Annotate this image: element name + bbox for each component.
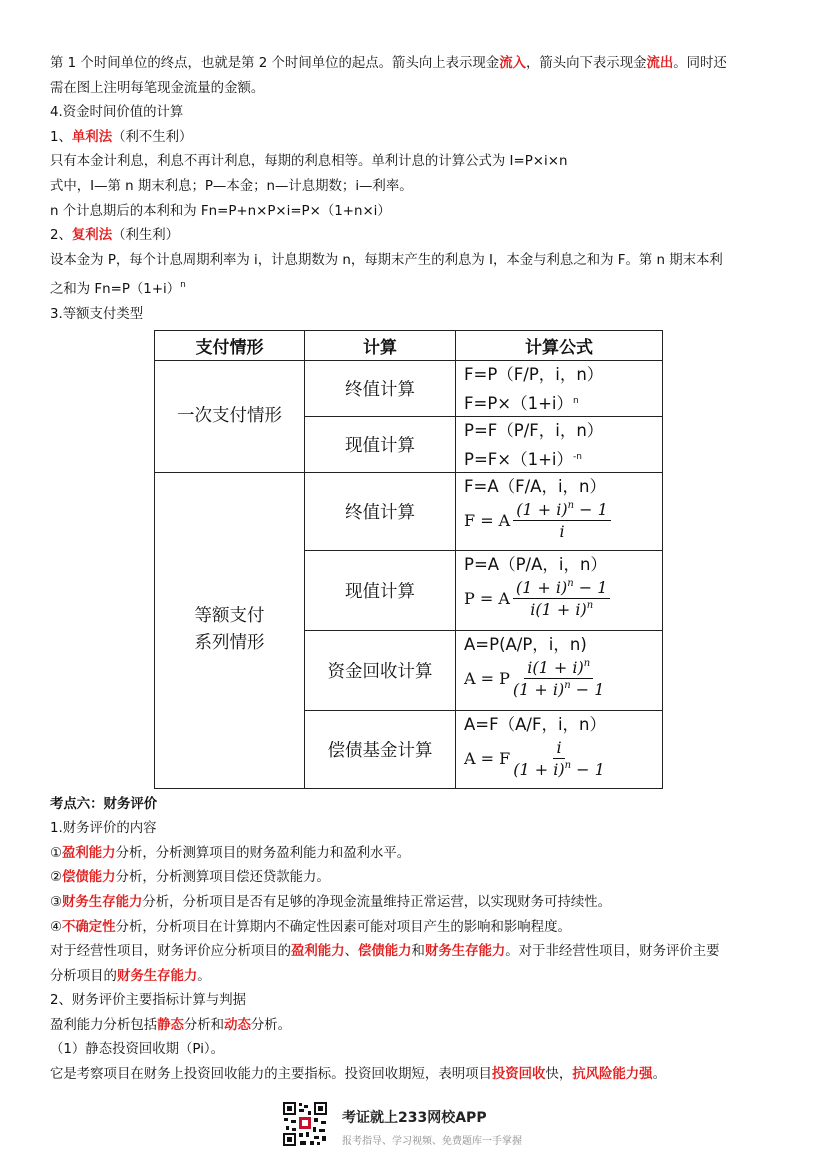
simple-interest-heading: 1、单利法（利不生利） (50, 129, 193, 145)
fraction-formula: P = A $\frac{(1 + i)^n - 1}{i(1 + i)^n}$ (464, 578, 662, 619)
text: ，箭头向下表示现金 (525, 56, 647, 71)
formula-cell: F=A（F/A，i，n） F = A $\frac{(1 + i)^n - 1}{i}$ (456, 472, 663, 550)
text: 。同时还 (673, 56, 727, 71)
table-row (155, 472, 663, 550)
subheading-evaluation-content: 1.财务评价的内容 (50, 821, 157, 837)
formula-cell: A=F（A/F，i，n） A = F $\frac{i}{(1 + i)^n - 1}$ (456, 710, 663, 788)
formula-cell: F=P（F/P，i，n） $F=P\times(1+i)^n$ (456, 360, 663, 416)
calc-cell: 偿债基金计算 (305, 710, 456, 788)
calc-cell: 终值计算 (305, 360, 456, 416)
calc-cell: 现值计算 (305, 416, 456, 472)
list-item: ③财务生存能力分析，分析项目是否有足够的净现金流量维持正常运营，以实现财务可持续性。 (50, 894, 612, 910)
table-header-row (155, 330, 663, 360)
list-item: ④不确定性分析，分析项目在计算期内不确定性因素可能对项目产生的影响和影响程度。 (50, 919, 571, 935)
subheading-indicators: 2、财务评价主要指标计算与判据 (50, 993, 246, 1009)
qr-code-icon[interactable] (282, 1101, 328, 1147)
single-payment-label: 一次支付情形 (155, 360, 305, 472)
header-formula: 计算公式 (456, 330, 663, 360)
section-heading-time-value: 4.资金时间价值的计算 (50, 105, 184, 121)
keyword-inflow: 流入 (499, 56, 526, 71)
series-payment-label: 等额支付 系列情形 (155, 472, 305, 788)
formula-cell: P=A（P/A，i，n） P = A $\frac{(1 + i)^n - 1}{i(1 + i)^n}$ (456, 550, 663, 630)
footer-banner (282, 1101, 522, 1147)
keyword-compound-interest: 复利法 (71, 228, 113, 244)
fraction-formula: A = F $\frac{i}{(1 + i)^n - 1}$ (464, 737, 605, 779)
simple-interest-line-1: 只有本金计利息，利息不再计利息，每期的利息相等。单利计息的计算公式为 I=P×i×n (50, 154, 568, 170)
simple-interest-line-3: n 个计息期后的本利和为 Fn=P+n×P×i=P×（1+n×i） (50, 203, 391, 219)
calc-cell: 资金回收计算 (305, 630, 456, 710)
operating-project-paragraph-cont: 分析项目的财务生存能力。 (50, 968, 211, 984)
list-item: ①盈利能力分析，分析测算项目的财务盈利能力和盈利水平。 (50, 845, 411, 861)
list-item: ②偿债能力分析，分析测算项目偿还贷款能力。 (50, 870, 330, 886)
formula-cell: P=F（P/F，i，n） $P=F\times(1+i)^{-n}$ (456, 416, 663, 472)
keyword-outflow: 流出 (646, 56, 674, 71)
simple-interest-line-2: 式中，I—第 n 期末利息；P—本金；n—计息期数；i—利率。 (50, 178, 413, 194)
calc-cell: 终值计算 (305, 472, 456, 550)
keyword-simple-interest: 单利法 (71, 129, 113, 145)
footer-title: 考证就上233网校APP (342, 1110, 487, 1126)
calc-cell: 现值计算 (305, 550, 456, 630)
formula-cell: A=P(A/P，i，n) A = P $\frac{i(1 + i)^n}{(1 + i)^n - 1}$ (456, 630, 663, 710)
footer-subtitle: 报考指导、学习视频、免费题库一手掌握 (342, 1136, 522, 1147)
fraction-formula: A = P $\frac{i(1 + i)^n}{(1 + i)^n - 1}$ (464, 657, 605, 699)
payment-formula-table (154, 330, 663, 789)
operating-project-paragraph: 对于经营性项目，财务评价应分析项目的盈利能力、偿债能力和财务生存能力。对于非经营性项目，财务评价主要 (50, 944, 720, 960)
profitability-analysis-line: 盈利能力分析包括静态分析和动态分析。 (50, 1017, 292, 1033)
static-payback-heading: （1）静态投资回收期（Pi）。 (50, 1042, 225, 1058)
payback-description: 它是考察项目在财务上投资回收能力的主要指标。投资回收期短，表明项目投资回收快，抗风险能力强。 (50, 1067, 666, 1083)
header-situation: 支付情形 (155, 330, 305, 360)
section-heading-payment-types: 3.等额支付类型 (50, 306, 144, 322)
document-page (50, 52, 785, 1088)
section-heading-financial-evaluation: 考点六：财务评价 (50, 796, 158, 812)
compound-interest-line-1: 设本金为 P，每个计息周期利率为 i，计息期数为 n，每期末产生的利息为 I，本金与利息之和为 F。第 n 期末本利 (50, 252, 723, 268)
paragraph-cashflow (50, 52, 785, 77)
compound-interest-heading: 2、复利法（利生利） (50, 228, 180, 244)
header-calculation: 计算 (305, 330, 456, 360)
paragraph-cashflow-cont: 需在图上注明每笔现金流量的金额。 (50, 80, 265, 96)
compound-interest-line-2: 之和为 $Fn=P(1+i)^n$ (50, 280, 186, 298)
footer-text (342, 1107, 522, 1147)
table-row (155, 360, 663, 416)
text: 第 1 个时间单位的终点，也就是第 2 个时间单位的起点。箭头向上表示现金 (50, 56, 500, 71)
fraction-formula: F = A $\frac{(1 + i)^n - 1}{i}$ (464, 500, 662, 541)
